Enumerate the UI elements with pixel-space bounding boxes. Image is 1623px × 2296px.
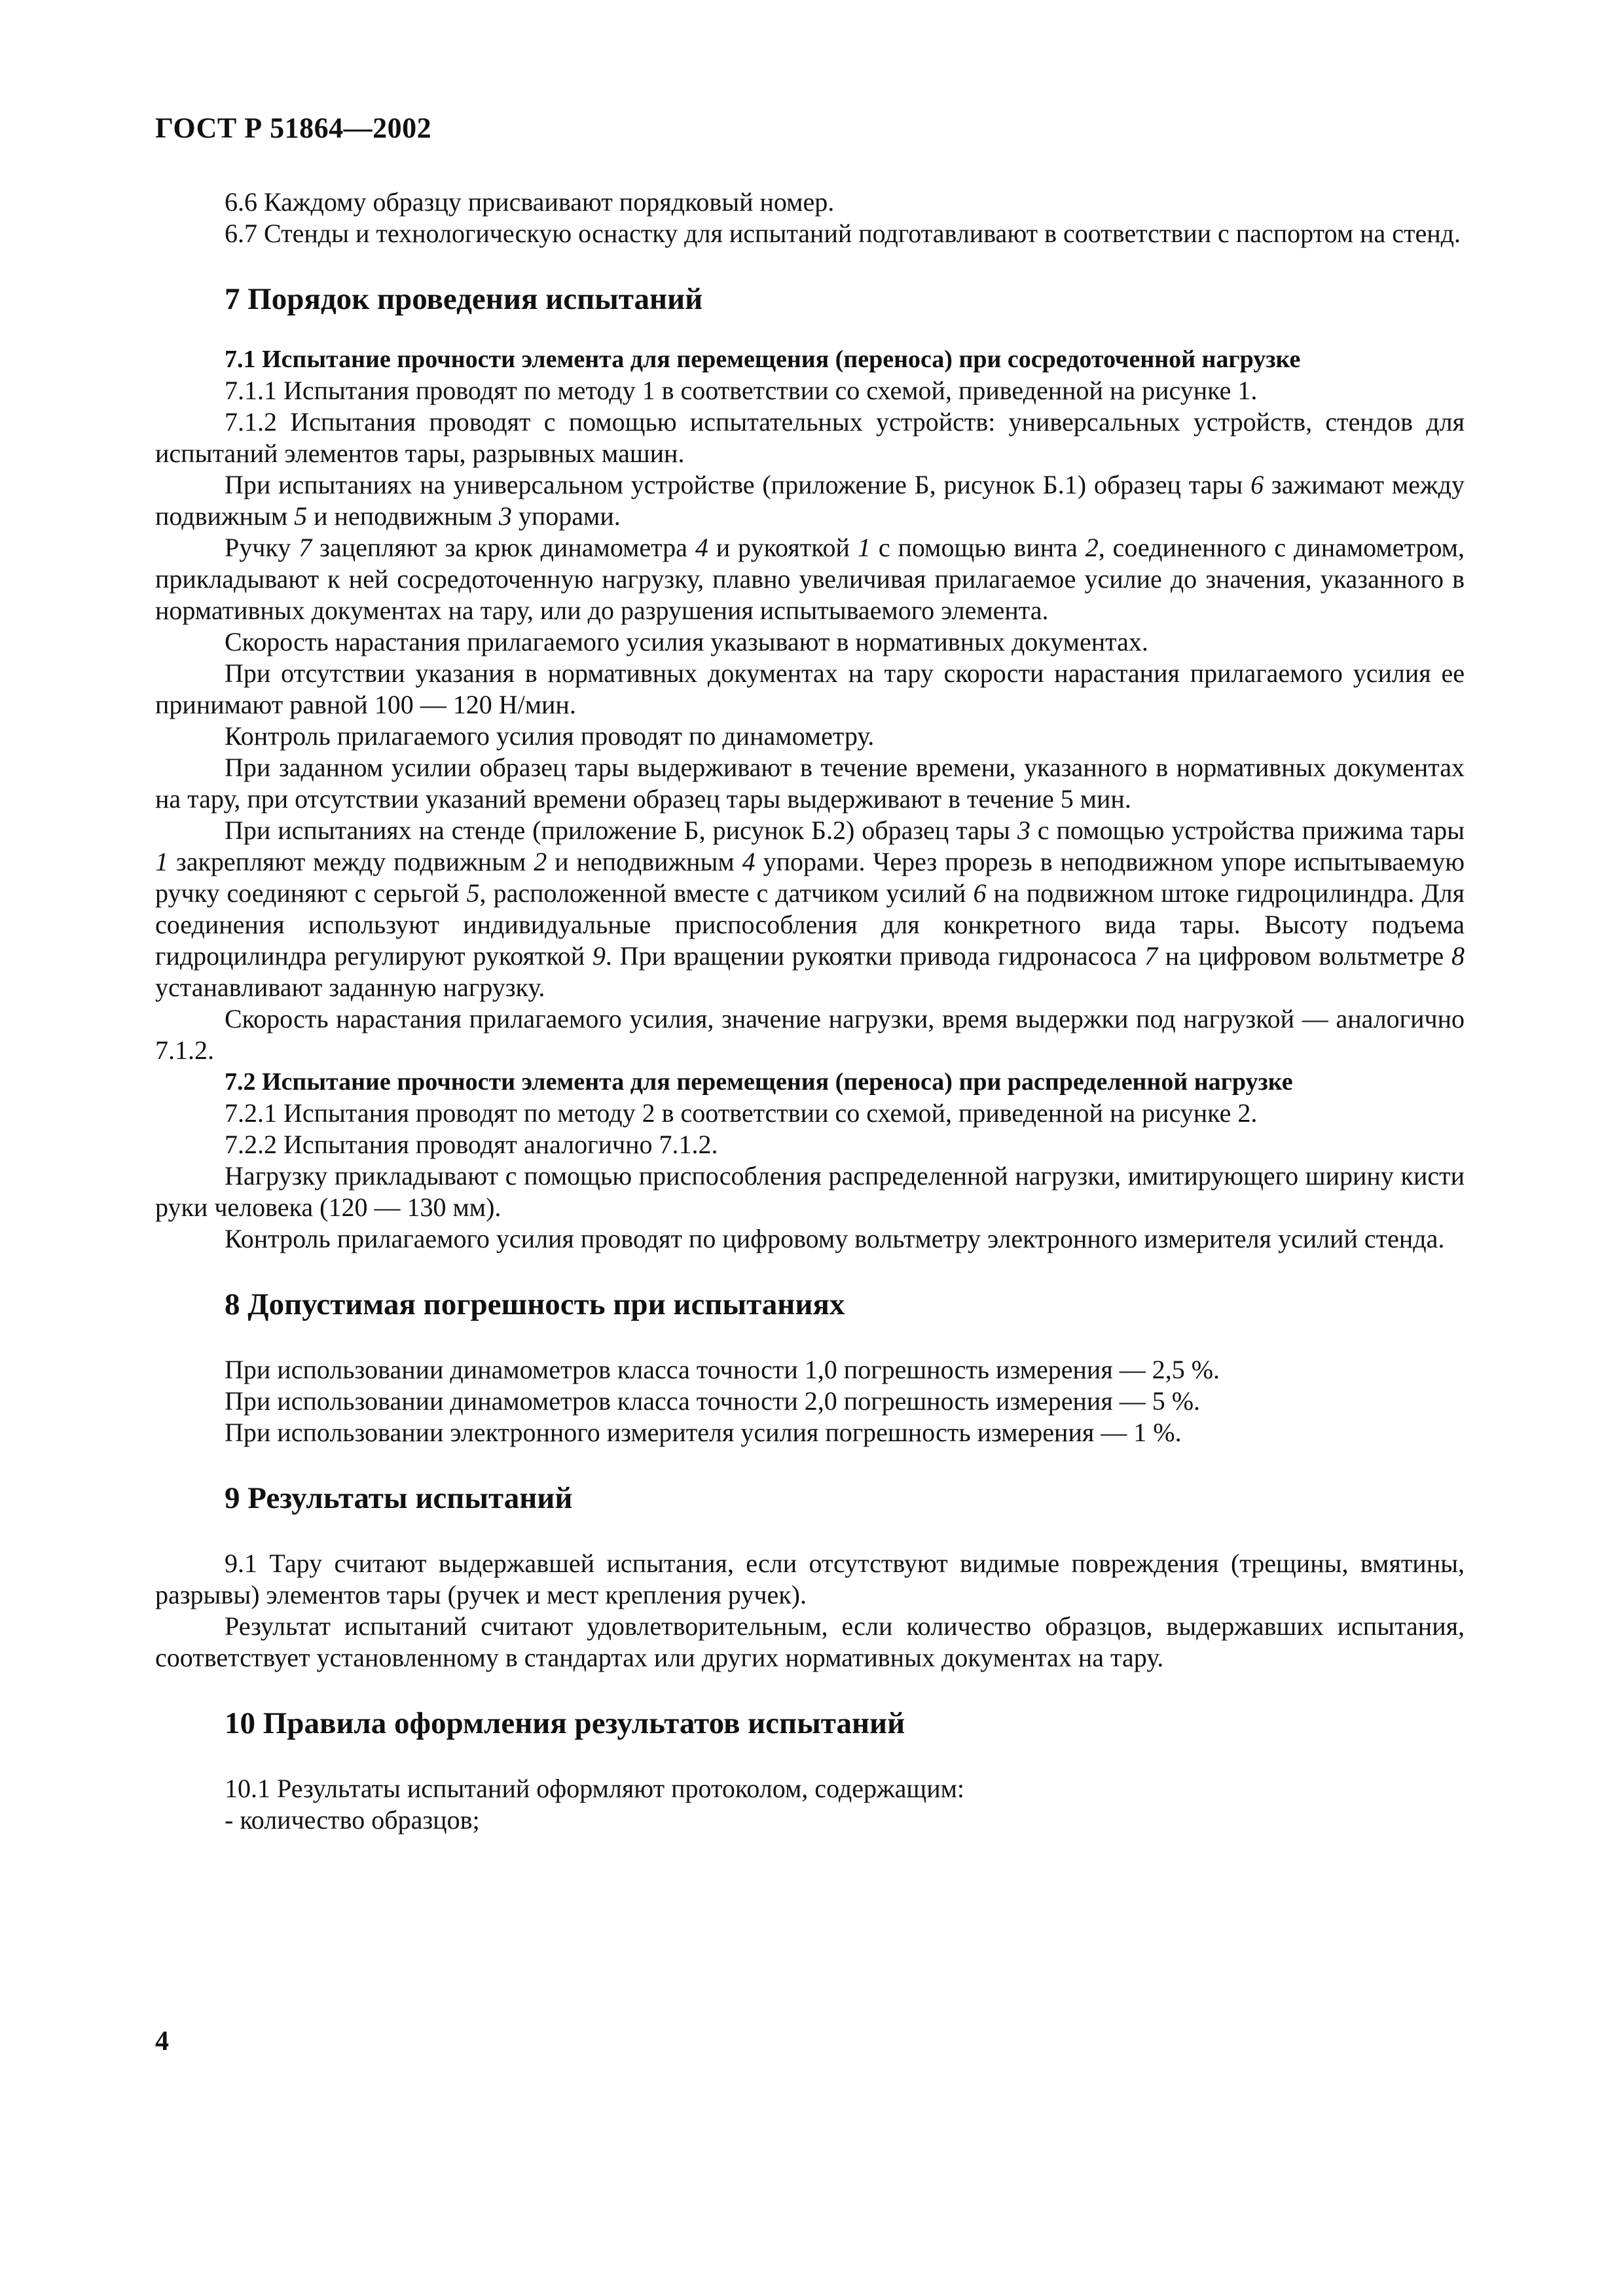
paragraph-6-6: 6.6 Каждому образцу присваивают порядковый номер. [225,187,835,217]
paragraph-9-1: 9.1 Тару считают выдержавшей испытания, если отсутствуют видимые повреждения (трещины, вмятины, разрывы) элементов тары (ручек и мест крепления ручек). [155,1549,1465,1609]
paragraph-7-1-2: 7.1.2 Испытания проводят с помощью испытательных устройств: универсальных устройств, стендов для испытаний элементов тары, разрывных машин. [155,407,1465,468]
paragraph-universal-device: При испытаниях на универсальном устройстве (приложение Б, рисунок Б.1) образец тары 6 зажимают между подвижным 5 и неподвижным 3 упорами. [155,470,1465,531]
paragraph-handle: Ручку 7 зацепляют за крюк динамометра 4 и рукояткой 1 с помощью винта 2, соединенного с динамометром, прикладывают к ней сосредоточенную нагрузку, плавно увеличивая прилагаемое усилие до значения, указанного в нормативных документах на тару, или до разрушения испытываемого элемента. [155,533,1465,625]
page-number: 4 [155,2026,169,2056]
section-7-heading: 7 Порядок проведения испытаний [225,282,703,316]
section-8-heading: 8 Допустимая погрешность при испытаниях [225,1287,845,1321]
paragraph-8-a: При использовании динамометров класса точности 1,0 погрешность измерения — 2,5 %. [225,1355,1220,1384]
paragraph-speed: Скорость нарастания прилагаемого усилия указывают в нормативных документах. [225,627,1148,656]
paragraph-9-2: Результат испытаний считают удовлетворительным, если количество образцов, выдержавших испытания, соответствует установленному в стандартах или других нормативных документах на тару. [155,1611,1465,1672]
paragraph-7-1-1: 7.1.1 Испытания проводят по методу 1 в соответствии со схемой, приведенной на рисунке 1. [225,376,1258,405]
section-10-heading: 10 Правила оформления результатов испытаний [225,1706,905,1740]
paragraph-control-dynamometer: Контроль прилагаемого усилия проводят по динамометру. [225,721,875,751]
paragraph-7-2-2: 7.2.2 Испытания проводят аналогично 7.1.2. [225,1130,718,1159]
paragraph-analog: Скорость нарастания прилагаемого усилия, значение нагрузки, время выдержки под нагрузкой — аналогично 7.1.2. [155,1004,1465,1065]
list-item-sample-count: - количество образцов; [225,1805,480,1835]
subsection-7-1-heading: 7.1 Испытание прочности элемента для перемещения (переноса) при сосредоточенной нагрузке [225,346,1301,373]
document-body [155,187,1465,1836]
paragraph-6-7: 6.7 Стенды и технологическую оснастку для испытаний подготавливают в соответствии с паспортом на стенд. [225,219,1461,248]
paragraph-8-b: При использовании динамометров класса точности 2,0 погрешность измерения — 5 %. [225,1386,1201,1416]
paragraph-absent-speed: При отсутствии указания в нормативных документах на тару скорости нарастания прилагаемого усилия ее принимают равной 100 — 120 Н/мин. [155,658,1465,719]
paragraph-load: Нагрузку прикладывают с помощью приспособления распределенной нагрузки, имитирующего ширину кисти руки человека (120 — 130 мм). [155,1161,1465,1222]
section-9-heading: 9 Результаты испытаний [225,1481,573,1515]
document-id-header: ГОСТ Р 51864—2002 [155,112,432,144]
subsection-7-2-heading: 7.2 Испытание прочности элемента для перемещения (переноса) при распределенной нагрузке [225,1068,1293,1096]
paragraph-8-c: При использовании электронного измерителя усилия погрешность измерения — 1 %. [225,1418,1182,1447]
paragraph-10-1: 10.1 Результаты испытаний оформляют протоколом, содержащим: [225,1774,965,1803]
paragraph-7-2-1: 7.2.1 Испытания проводят по методу 2 в соответствии со схемой, приведенной на рисунке 2. [225,1098,1258,1128]
paragraph-hold-time: При заданном усилии образец тары выдерживают в течение времени, указанного в нормативных документах на тару, при отсутствии указаний времени образец тары выдерживают в течение 5 мин. [155,753,1465,814]
paragraph-control-voltmeter: Контроль прилагаемого усилия проводят по цифровому вольтметру электронного измерителя усилий стенда. [225,1224,1445,1253]
paragraph-stand: При испытаниях на стенде (приложение Б, рисунок Б.2) образец тары 3 с помощью устройства прижима тары 1 закрепляют между подвижным 2 и неподвижным 4 упорами. Через прорезь в неподвижном упоре испытываемую ручку соединяют с серьгой 5, расположенной вместе с датчиком усилий 6 на подвижном штоке гидроцилиндра. Для соединения используют индивидуальные приспособления для конкретного вида тары. Высоту подъема гидроцилиндра регулируют рукояткой 9. При вращении рукоятки привода гидронасоса 7 на цифровом вольтметре 8 устанавливают заданную нагрузку. [155,816,1465,1002]
